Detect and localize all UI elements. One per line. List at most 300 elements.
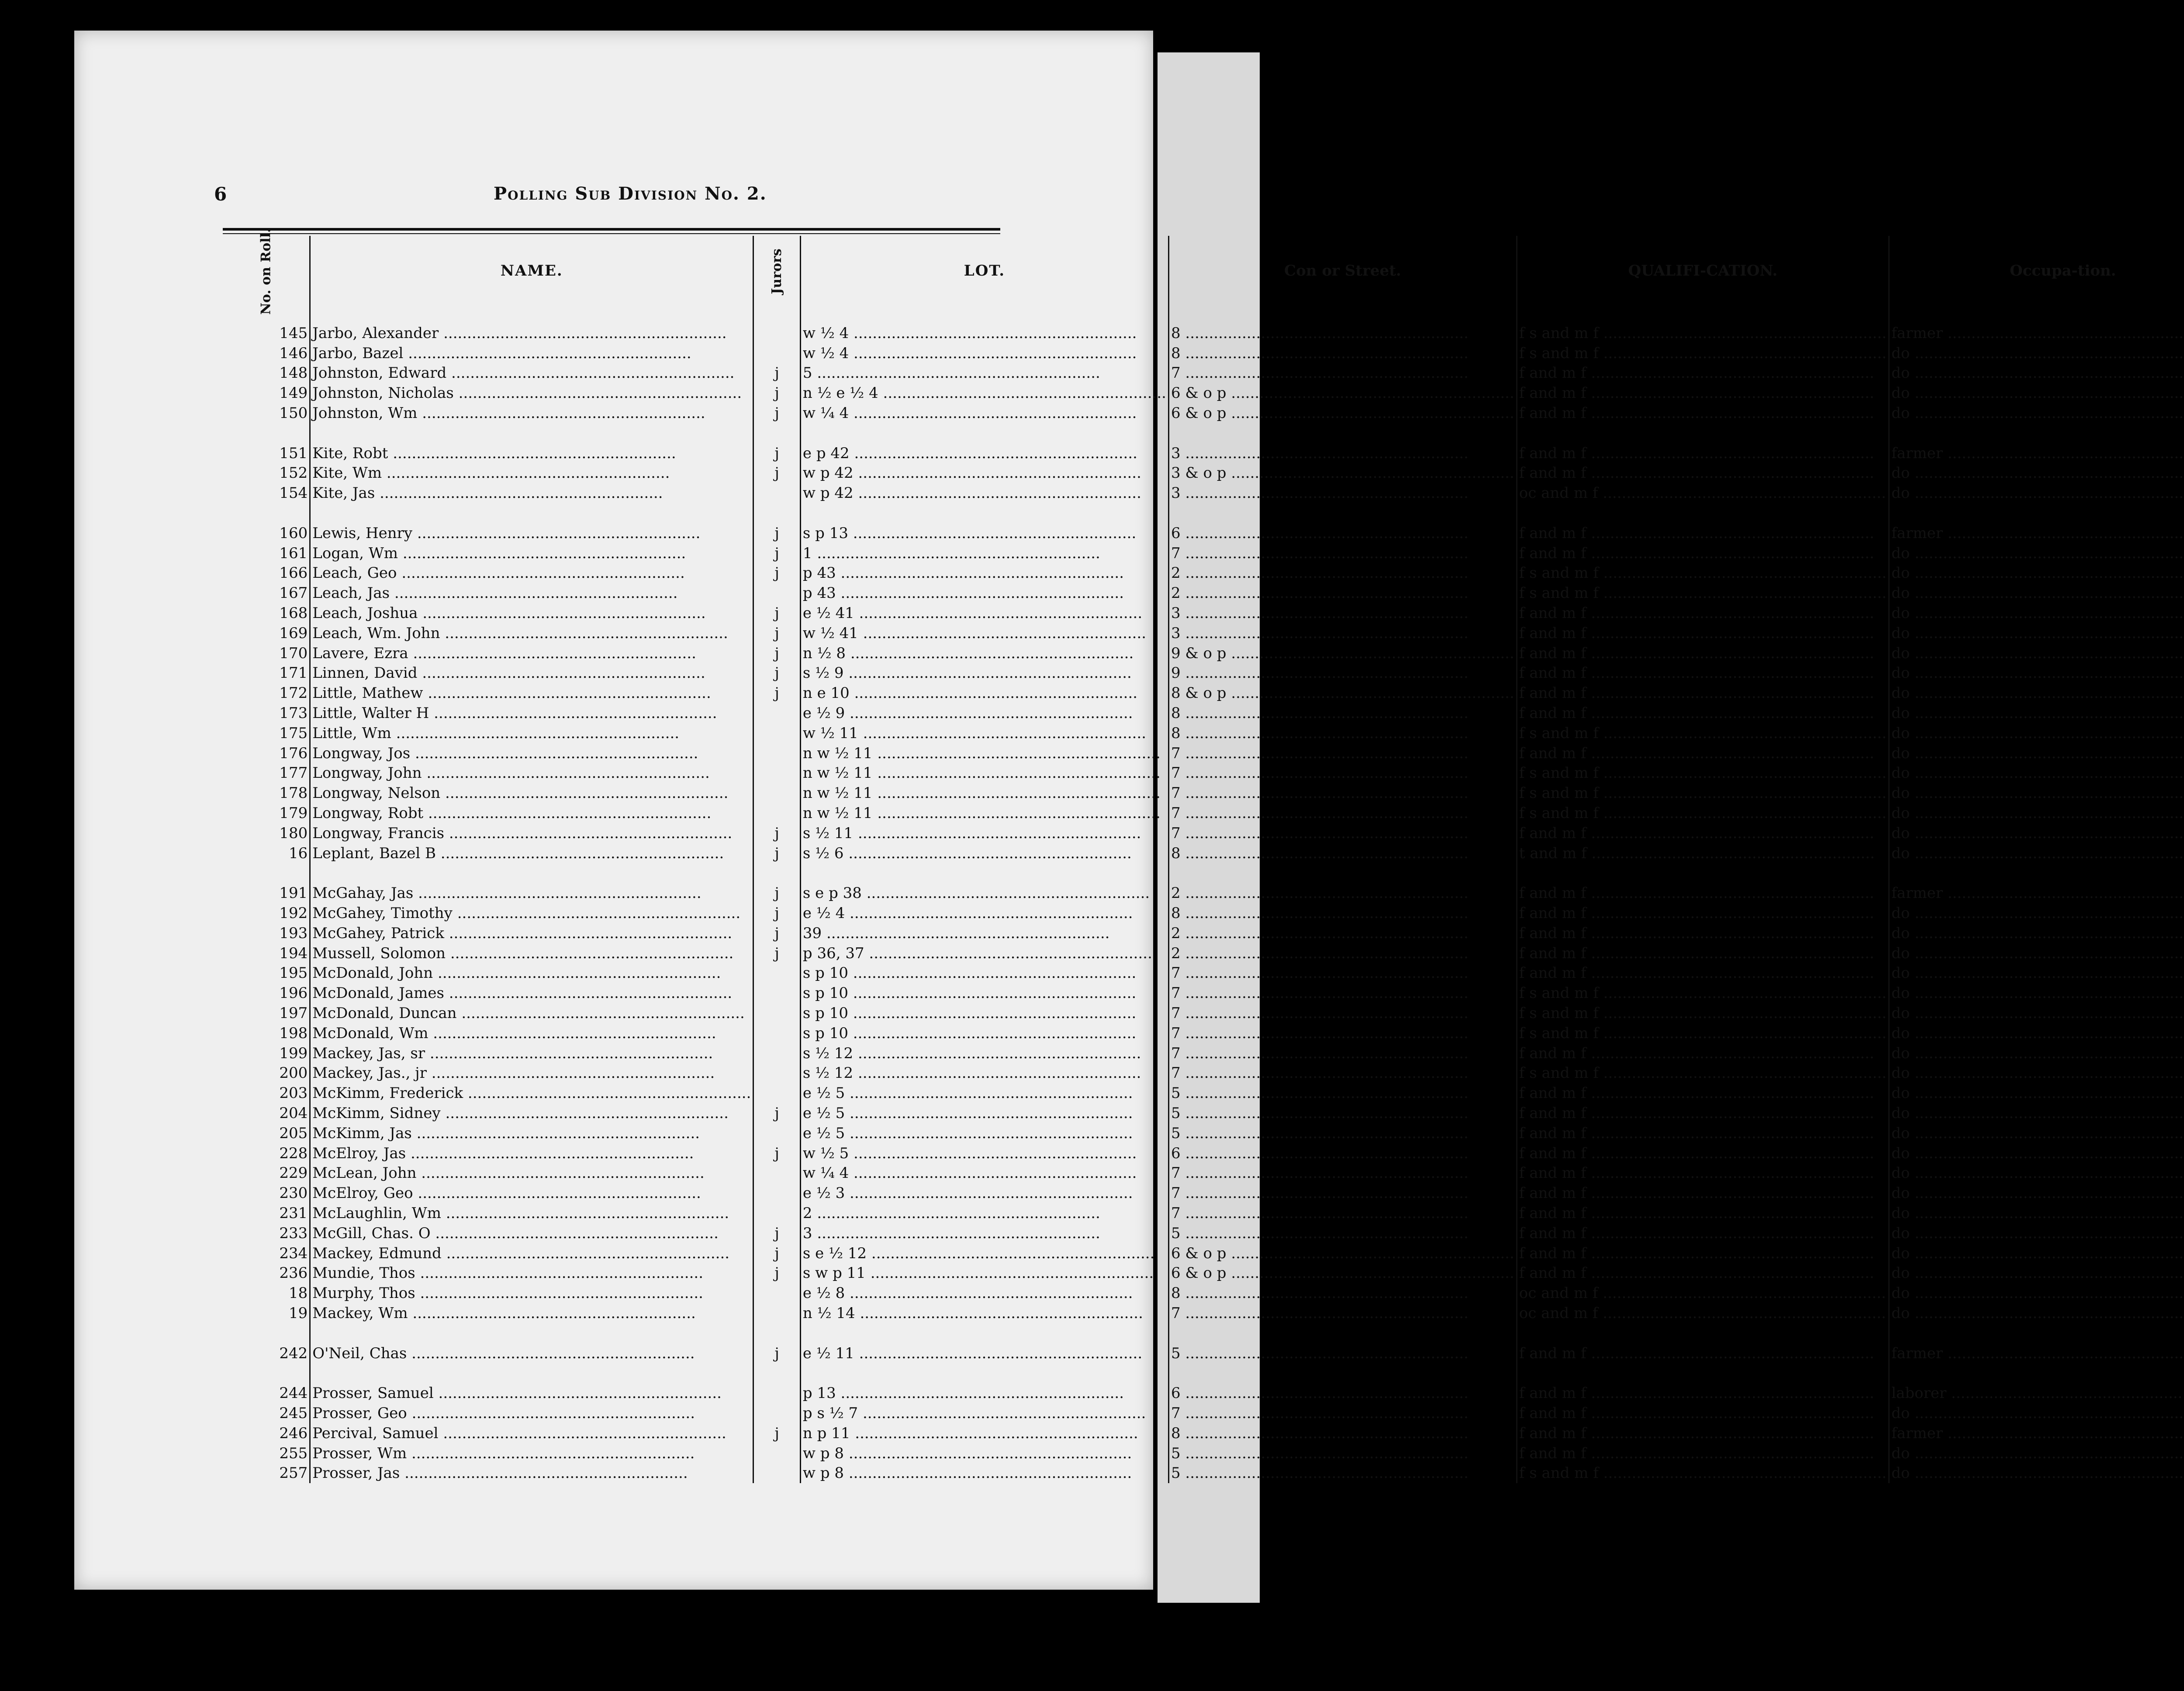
cell-qualification: f and m f ..... — [1517, 363, 1889, 383]
cell-roll-no: 255 — [223, 1443, 310, 1463]
table-header-row — [223, 236, 2184, 306]
cell-con: 5 ..... — [1168, 1463, 1517, 1483]
table-row — [223, 383, 2184, 403]
cell-qualification: f and m f ..... — [1517, 943, 1889, 963]
cell-qualification: f and m f ..... — [1517, 963, 1889, 984]
cell-juror — [753, 1003, 801, 1023]
cell-juror: j — [753, 543, 801, 563]
cell-qualification: f s and m f ..... — [1517, 583, 1889, 603]
cell-roll-no: 175 — [223, 723, 310, 743]
cell-roll-no: 168 — [223, 603, 310, 623]
cell-lot: w p 42 ..... — [800, 463, 1168, 483]
cell-occupation: do ..... — [1889, 903, 2184, 923]
table-row — [223, 1403, 2184, 1423]
cell-qualification: f and m f ..... — [1517, 1083, 1889, 1103]
cell-qualification: f s and m f ..... — [1517, 1023, 1889, 1043]
table-row — [223, 483, 2184, 503]
cell-name: Leach, Wm. John ..... — [310, 623, 753, 643]
cell-lot: s e p 38 ..... — [800, 883, 1168, 903]
table-row — [223, 983, 2184, 1003]
cell-occupation: do ..... — [1889, 543, 2184, 563]
cell-roll-no: 18 — [223, 1283, 310, 1303]
cell-qualification: f and m f ..... — [1517, 1203, 1889, 1223]
header-rule-thin — [223, 233, 1000, 234]
cell-roll-no: 19 — [223, 1303, 310, 1323]
cell-qualification: f and m f ..... — [1517, 443, 1889, 463]
cell-qualification: f and m f ..... — [1517, 1343, 1889, 1363]
cell-name: Leach, Jas ..... — [310, 583, 753, 603]
cell-roll-no: 145 — [223, 323, 310, 343]
cell-roll-no: 161 — [223, 543, 310, 563]
cell-occupation: do ..... — [1889, 1063, 2184, 1083]
table-row — [223, 1063, 2184, 1083]
cell-occupation: do ..... — [1889, 703, 2184, 723]
cell-roll-no: 191 — [223, 883, 310, 903]
page-number: 6 — [214, 183, 227, 205]
cell-qualification: f and m f ..... — [1517, 1183, 1889, 1203]
cell-lot: n w ½ 11 ..... — [800, 783, 1168, 803]
cell-qualification: f s and m f ..... — [1517, 323, 1889, 343]
cell-roll-no: 234 — [223, 1243, 310, 1263]
cell-lot: 1 ..... — [800, 543, 1168, 563]
cell-occupation: farmer ..... — [1889, 883, 2184, 903]
cell-roll-no: 195 — [223, 963, 310, 984]
cell-con: 2 ..... — [1168, 943, 1517, 963]
cell-roll-no: 177 — [223, 763, 310, 783]
table-row — [223, 883, 2184, 903]
cell-occupation: do ..... — [1889, 763, 2184, 783]
cell-qualification: f and m f ..... — [1517, 883, 1889, 903]
cell-qualification: f s and m f ..... — [1517, 763, 1889, 783]
cell-occupation: do ..... — [1889, 1443, 2184, 1463]
cell-name: Prosser, Jas ..... — [310, 1463, 753, 1483]
table-row — [223, 1443, 2184, 1463]
cell-roll-no: 179 — [223, 803, 310, 823]
cell-occupation: do ..... — [1889, 343, 2184, 363]
cell-lot: n e 10 ..... — [800, 683, 1168, 703]
cell-juror: j — [753, 623, 801, 643]
cell-juror — [753, 583, 801, 603]
cell-name: McGahay, Jas ..... — [310, 883, 753, 903]
cell-con: 6 & o p ..... — [1168, 403, 1517, 423]
cell-qualification: f and m f ..... — [1517, 1103, 1889, 1123]
cell-con: 9 & o p ..... — [1168, 643, 1517, 663]
cell-juror — [753, 1083, 801, 1103]
spacer-row — [223, 423, 2184, 443]
cell-con: 5 ..... — [1168, 1223, 1517, 1243]
cell-name: Johnston, Edward ..... — [310, 363, 753, 383]
cell-juror: j — [753, 683, 801, 703]
cell-roll-no: 172 — [223, 683, 310, 703]
spacer-row — [223, 1363, 2184, 1383]
cell-roll-no: 205 — [223, 1123, 310, 1143]
cell-name: Mussell, Solomon ..... — [310, 943, 753, 963]
table-row — [223, 523, 2184, 543]
cell-roll-no: 154 — [223, 483, 310, 503]
cell-occupation: do ..... — [1889, 743, 2184, 763]
cell-name: Lewis, Henry ..... — [310, 523, 753, 543]
col-header-jurors: Jurors — [753, 236, 801, 306]
cell-qualification: f and m f ..... — [1517, 1383, 1889, 1403]
spacer-row — [223, 863, 2184, 883]
page-title: Polling Sub Division No. 2. — [494, 183, 767, 204]
table-row — [223, 1263, 2184, 1283]
cell-name: McLaughlin, Wm ..... — [310, 1203, 753, 1223]
cell-lot: n w ½ 11 ..... — [800, 803, 1168, 823]
cell-name: Linnen, David ..... — [310, 663, 753, 683]
cell-lot: e ½ 5 ..... — [800, 1103, 1168, 1123]
cell-qualification: f s and m f ..... — [1517, 563, 1889, 583]
cell-occupation: do ..... — [1889, 663, 2184, 683]
cell-name: Little, Walter H ..... — [310, 703, 753, 723]
table-row — [223, 1343, 2184, 1363]
cell-juror: j — [753, 1103, 801, 1123]
header-rule — [223, 228, 1000, 231]
cell-qualification: f and m f ..... — [1517, 743, 1889, 763]
cell-lot: w p 8 ..... — [800, 1463, 1168, 1483]
cell-occupation: do ..... — [1889, 563, 2184, 583]
cell-con: 7 ..... — [1168, 823, 1517, 843]
cell-con: 7 ..... — [1168, 1043, 1517, 1063]
cell-juror: j — [753, 923, 801, 943]
cell-juror: j — [753, 603, 801, 623]
cell-juror: j — [753, 1423, 801, 1443]
cell-roll-no: 170 — [223, 643, 310, 663]
cell-occupation: do ..... — [1889, 983, 2184, 1003]
cell-occupation: farmer ..... — [1889, 443, 2184, 463]
cell-roll-no: 160 — [223, 523, 310, 543]
cell-lot: s w p 11 ..... — [800, 1263, 1168, 1283]
cell-lot: e ½ 41 ..... — [800, 603, 1168, 623]
table-row — [223, 623, 2184, 643]
cell-juror: j — [753, 1263, 801, 1283]
cell-occupation: do ..... — [1889, 1003, 2184, 1023]
cell-roll-no: 148 — [223, 363, 310, 383]
cell-name: Little, Mathew ..... — [310, 683, 753, 703]
cell-juror: j — [753, 443, 801, 463]
table-row — [223, 1123, 2184, 1143]
cell-occupation: do ..... — [1889, 383, 2184, 403]
cell-con: 2 ..... — [1168, 923, 1517, 943]
cell-name: Longway, Robt ..... — [310, 803, 753, 823]
cell-roll-no: 198 — [223, 1023, 310, 1043]
cell-occupation: do ..... — [1889, 1403, 2184, 1423]
cell-name: Kite, Jas ..... — [310, 483, 753, 503]
cell-occupation: do ..... — [1889, 1143, 2184, 1163]
cell-qualification: f s and m f ..... — [1517, 983, 1889, 1003]
cell-occupation: do ..... — [1889, 1043, 2184, 1063]
cell-name: McElroy, Geo ..... — [310, 1183, 753, 1203]
cell-juror: j — [753, 403, 801, 423]
cell-roll-no: 152 — [223, 463, 310, 483]
cell-juror — [753, 983, 801, 1003]
cell-roll-no: 245 — [223, 1403, 310, 1423]
cell-qualification: f and m f ..... — [1517, 923, 1889, 943]
cell-roll-no: 233 — [223, 1223, 310, 1243]
cell-name: McDonald, John ..... — [310, 963, 753, 984]
cell-juror — [753, 763, 801, 783]
cell-name: McKimm, Sidney ..... — [310, 1103, 753, 1123]
cell-lot: w p 42 ..... — [800, 483, 1168, 503]
cell-lot: p 36, 37 ..... — [800, 943, 1168, 963]
cell-qualification: f and m f ..... — [1517, 1143, 1889, 1163]
cell-roll-no: 178 — [223, 783, 310, 803]
table-row — [223, 1103, 2184, 1123]
cell-con: 8 ..... — [1168, 843, 1517, 863]
cell-juror — [753, 343, 801, 363]
cell-roll-no: 167 — [223, 583, 310, 603]
cell-occupation: farmer ..... — [1889, 523, 2184, 543]
cell-con: 8 ..... — [1168, 1283, 1517, 1303]
cell-qualification: f and m f ..... — [1517, 903, 1889, 923]
cell-occupation: do ..... — [1889, 403, 2184, 423]
cell-occupation: do ..... — [1889, 963, 2184, 984]
cell-name: Kite, Wm ..... — [310, 463, 753, 483]
cell-roll-no: 194 — [223, 943, 310, 963]
cell-occupation: do ..... — [1889, 1103, 2184, 1123]
table-row — [223, 963, 2184, 984]
cell-con: 6 & o p ..... — [1168, 1243, 1517, 1263]
table-row — [223, 1183, 2184, 1203]
cell-name: McGahey, Patrick ..... — [310, 923, 753, 943]
cell-qualification: f and m f ..... — [1517, 1123, 1889, 1143]
cell-qualification: f and m f ..... — [1517, 383, 1889, 403]
cell-name: McGill, Chas. O ..... — [310, 1223, 753, 1243]
cell-qualification: oc and m f ..... — [1517, 483, 1889, 503]
cell-occupation: do ..... — [1889, 1163, 2184, 1183]
cell-occupation: do ..... — [1889, 1223, 2184, 1243]
cell-con: 6 & o p ..... — [1168, 383, 1517, 403]
table-row — [223, 1143, 2184, 1163]
table-row — [223, 1003, 2184, 1023]
cell-lot: s ½ 6 ..... — [800, 843, 1168, 863]
table-row — [223, 563, 2184, 583]
cell-roll-no: 16 — [223, 843, 310, 863]
voters-roll-table — [223, 228, 2184, 1483]
cell-lot: e ½ 8 ..... — [800, 1283, 1168, 1303]
cell-occupation: do ..... — [1889, 1123, 2184, 1143]
cell-name: Johnston, Nicholas ..... — [310, 383, 753, 403]
cell-qualification: f and m f ..... — [1517, 1263, 1889, 1283]
cell-roll-no: 180 — [223, 823, 310, 843]
table-row — [223, 763, 2184, 783]
cell-lot: s p 13 ..... — [800, 523, 1168, 543]
cell-occupation: do ..... — [1889, 643, 2184, 663]
cell-name: Leach, Joshua ..... — [310, 603, 753, 623]
table-row — [223, 443, 2184, 463]
col-header-con: Con or Street. — [1168, 236, 1517, 306]
cell-juror — [753, 803, 801, 823]
cell-occupation: do ..... — [1889, 943, 2184, 963]
table-row — [223, 1283, 2184, 1303]
cell-roll-no: 150 — [223, 403, 310, 423]
cell-qualification: f and m f ..... — [1517, 1243, 1889, 1263]
cell-con: 2 ..... — [1168, 883, 1517, 903]
cell-occupation: do ..... — [1889, 463, 2184, 483]
cell-name: McDonald, Duncan ..... — [310, 1003, 753, 1023]
cell-con: 8 ..... — [1168, 323, 1517, 343]
cell-roll-no: 193 — [223, 923, 310, 943]
cell-qualification: f and m f ..... — [1517, 1443, 1889, 1463]
cell-con: 6 ..... — [1168, 523, 1517, 543]
cell-con: 7 ..... — [1168, 1163, 1517, 1183]
table-row — [223, 1163, 2184, 1183]
table-row — [223, 803, 2184, 823]
cell-qualification: f and m f ..... — [1517, 1163, 1889, 1183]
cell-qualification: f s and m f ..... — [1517, 783, 1889, 803]
table-row — [223, 1423, 2184, 1443]
cell-roll-no: 196 — [223, 983, 310, 1003]
cell-lot: n ½ 8 ..... — [800, 643, 1168, 663]
cell-con: 3 ..... — [1168, 623, 1517, 643]
cell-lot: w ¼ 4 ..... — [800, 403, 1168, 423]
cell-juror — [753, 1463, 801, 1483]
cell-juror: j — [753, 943, 801, 963]
table-row — [223, 1203, 2184, 1223]
cell-qualification: f and m f ..... — [1517, 403, 1889, 423]
cell-roll-no: 204 — [223, 1103, 310, 1123]
cell-occupation: do ..... — [1889, 823, 2184, 843]
cell-qualification: f and m f ..... — [1517, 1423, 1889, 1443]
cell-con: 7 ..... — [1168, 743, 1517, 763]
cell-lot: n w ½ 11 ..... — [800, 743, 1168, 763]
cell-qualification: f and m f ..... — [1517, 1403, 1889, 1423]
cell-name: McKimm, Jas ..... — [310, 1123, 753, 1143]
cell-qualification: f and m f ..... — [1517, 663, 1889, 683]
cell-lot: w ½ 41 ..... — [800, 623, 1168, 643]
cell-name: Johnston, Wm ..... — [310, 403, 753, 423]
cell-lot: e ½ 3 ..... — [800, 1183, 1168, 1203]
cell-qualification: f and m f ..... — [1517, 463, 1889, 483]
table-row — [223, 703, 2184, 723]
cell-juror — [753, 1063, 801, 1083]
cell-roll-no: 171 — [223, 663, 310, 683]
cell-juror — [753, 1163, 801, 1183]
spacer-row — [223, 306, 2184, 323]
table-row — [223, 1303, 2184, 1323]
cell-con: 9 ..... — [1168, 663, 1517, 683]
cell-roll-no: 203 — [223, 1083, 310, 1103]
cell-con: 8 ..... — [1168, 1423, 1517, 1443]
cell-juror: j — [753, 1223, 801, 1243]
col-header-occupation: Occupa-tion. — [1889, 236, 2184, 306]
cell-juror: j — [753, 383, 801, 403]
cell-con: 7 ..... — [1168, 1303, 1517, 1323]
cell-qualification: oc and m f ..... — [1517, 1303, 1889, 1323]
cell-roll-no: 200 — [223, 1063, 310, 1083]
cell-roll-no: 199 — [223, 1043, 310, 1063]
cell-lot: w ½ 4 ..... — [800, 343, 1168, 363]
cell-con: 5 ..... — [1168, 1123, 1517, 1143]
cell-qualification: f s and m f ..... — [1517, 343, 1889, 363]
cell-qualification: f s and m f ..... — [1517, 723, 1889, 743]
cell-juror: j — [753, 823, 801, 843]
cell-occupation: laborer ..... — [1889, 1383, 2184, 1403]
cell-juror: j — [753, 883, 801, 903]
cell-occupation: do ..... — [1889, 363, 2184, 383]
cell-occupation: do ..... — [1889, 603, 2184, 623]
table-row — [223, 943, 2184, 963]
cell-juror — [753, 323, 801, 343]
cell-juror — [753, 1123, 801, 1143]
cell-lot: s e ½ 12 ..... — [800, 1243, 1168, 1263]
spacer-row — [223, 503, 2184, 523]
cell-occupation: do ..... — [1889, 723, 2184, 743]
cell-occupation: do ..... — [1889, 1023, 2184, 1043]
table-row — [223, 1083, 2184, 1103]
cell-qualification: oc and m f ..... — [1517, 1283, 1889, 1303]
cell-roll-no: 149 — [223, 383, 310, 403]
cell-lot: s p 10 ..... — [800, 963, 1168, 984]
cell-lot: n ½ 14 ..... — [800, 1303, 1168, 1323]
col-header-qualification: QUALIFI-CATION. — [1517, 236, 1889, 306]
cell-juror: j — [753, 563, 801, 583]
cell-juror — [753, 783, 801, 803]
cell-lot: n ½ e ½ 4 ..... — [800, 383, 1168, 403]
table-row — [223, 363, 2184, 383]
cell-lot: p 43 ..... — [800, 563, 1168, 583]
cell-lot: w ½ 4 ..... — [800, 323, 1168, 343]
cell-juror — [753, 723, 801, 743]
table-row — [223, 583, 2184, 603]
cell-name: Logan, Wm ..... — [310, 543, 753, 563]
table-row — [223, 843, 2184, 863]
cell-name: Prosser, Wm ..... — [310, 1443, 753, 1463]
cell-con: 3 & o p ..... — [1168, 463, 1517, 483]
cell-qualification: f and m f ..... — [1517, 523, 1889, 543]
col-header-no: No. on Roll. — [223, 236, 310, 306]
cell-con: 7 ..... — [1168, 1023, 1517, 1043]
cell-lot: w ¼ 4 ..... — [800, 1163, 1168, 1183]
cell-con: 7 ..... — [1168, 1003, 1517, 1023]
cell-roll-no: 151 — [223, 443, 310, 463]
cell-name: McKimm, Frederick ..... — [310, 1083, 753, 1103]
cell-juror: j — [753, 643, 801, 663]
cell-name: Mundie, Thos ..... — [310, 1263, 753, 1283]
col-header-lot: LOT. — [800, 236, 1168, 306]
cell-name: Jarbo, Alexander ..... — [310, 323, 753, 343]
cell-lot: s ½ 9 ..... — [800, 663, 1168, 683]
cell-name: O'Neil, Chas ..... — [310, 1343, 753, 1363]
table-row — [223, 1223, 2184, 1243]
cell-lot: p 43 ..... — [800, 583, 1168, 603]
table-row — [223, 403, 2184, 423]
cell-lot: 2 ..... — [800, 1203, 1168, 1223]
cell-qualification: f s and m f ..... — [1517, 803, 1889, 823]
cell-qualification: f and m f ..... — [1517, 623, 1889, 643]
cell-occupation: do ..... — [1889, 1263, 2184, 1283]
table-row — [223, 783, 2184, 803]
cell-roll-no: 236 — [223, 1263, 310, 1283]
table-row — [223, 1383, 2184, 1403]
cell-lot: s p 10 ..... — [800, 983, 1168, 1003]
cell-name: Lavere, Ezra ..... — [310, 643, 753, 663]
cell-con: 5 ..... — [1168, 1443, 1517, 1463]
cell-occupation: do ..... — [1889, 1243, 2184, 1263]
table-body — [223, 306, 2184, 1483]
cell-roll-no: 166 — [223, 563, 310, 583]
cell-juror — [753, 1443, 801, 1463]
cell-qualification: f and m f ..... — [1517, 1043, 1889, 1063]
cell-con: 2 ..... — [1168, 563, 1517, 583]
cell-name: Murphy, Thos ..... — [310, 1283, 753, 1303]
cell-roll-no: 244 — [223, 1383, 310, 1403]
cell-occupation: farmer ..... — [1889, 1423, 2184, 1443]
spacer-row — [223, 1323, 2184, 1343]
cell-roll-no: 231 — [223, 1203, 310, 1223]
cell-lot: s ½ 11 ..... — [800, 823, 1168, 843]
cell-qualification: f and m f ..... — [1517, 543, 1889, 563]
